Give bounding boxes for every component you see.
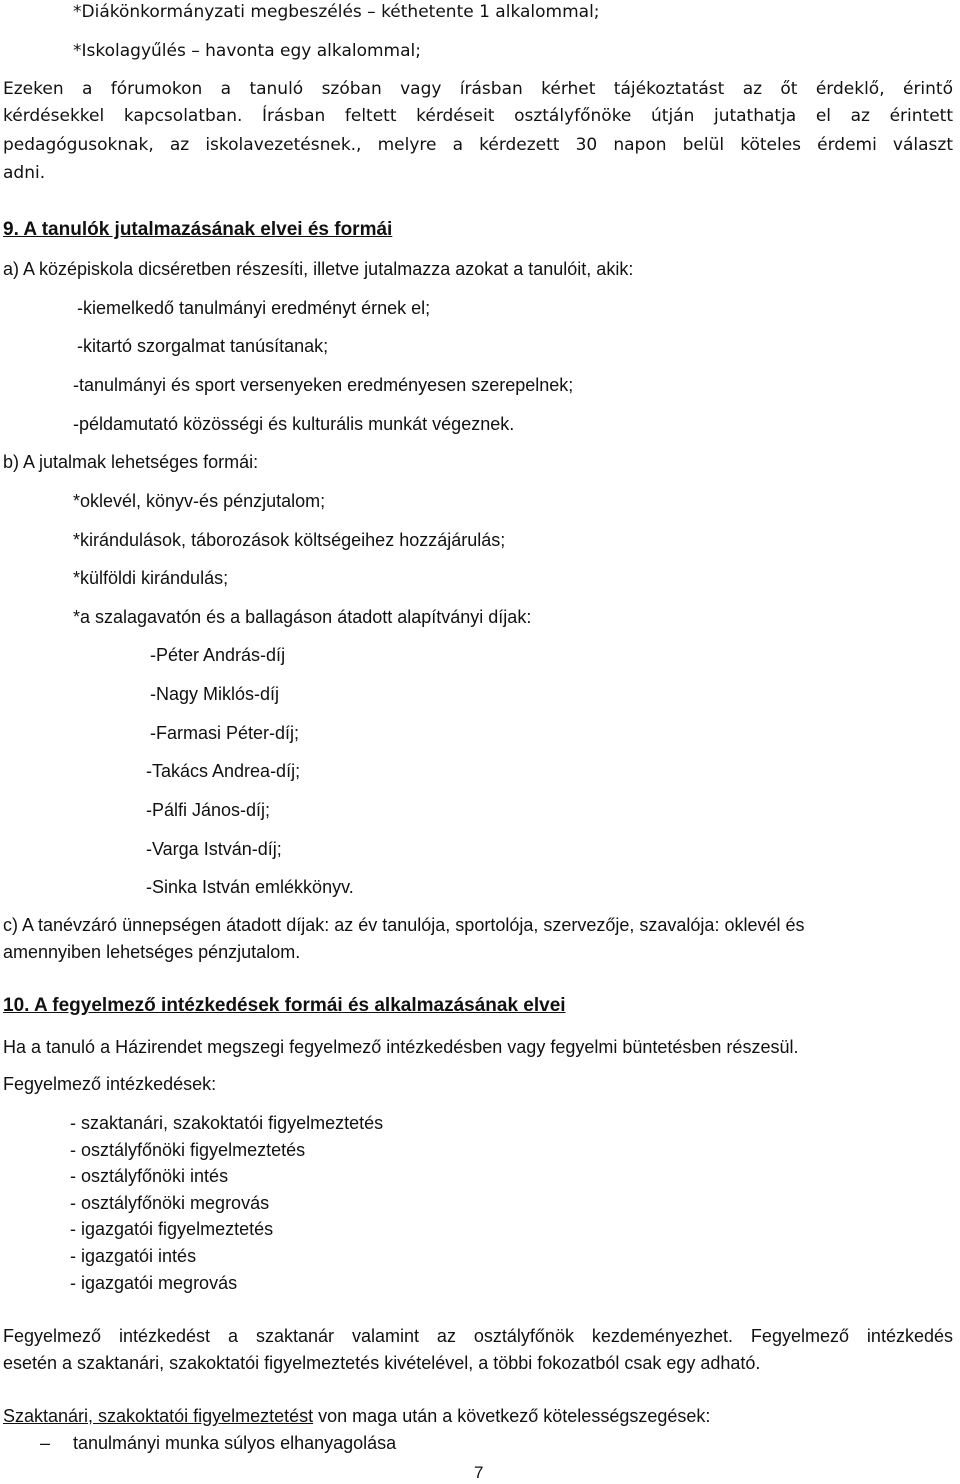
reward-form-item: *kirándulások, táborozások költségeihez hozzájárulás; [73,530,506,550]
award-item: -Pálfi János-díj; [146,800,271,820]
section-9-heading: 9. A tanulók jutalmazásának elvei és formái [3,219,393,240]
forum-paragraph-line: Ezeken a fórumokon a tanuló szóban vagy írásban kérhet tájékoztatást az őt érdeklő, érintő [3,79,953,99]
reward-form-item: *oklevél, könyv-és pénzjutalom; [73,491,326,511]
measure-item: - osztályfőnöki megrovás [70,1193,270,1213]
forum-paragraph-line: kérdésekkel kapcsolatban. Írásban feltett kérdéseit osztályfőnöke útján jutathatja el az érintett [3,106,953,126]
forum-paragraph-line: adni. [3,163,46,183]
section-9-b-intro: b) A jutalmak lehetséges formái: [3,452,259,472]
top-list-item: *Diákönkormányzati megbeszélés – kéthetente 1 alkalommal; [73,2,600,22]
measure-item: - szaktanári, szakoktatói figyelmeztetés [70,1113,384,1133]
merit-list-item: -kiemelkedő tanulmányi eredményt érnek el; [77,298,431,318]
section-9-c-line: c) A tanévzáró ünnepségen átadott díjak: az év tanulója, sportolója, szervezője, szavalója: oklevél és [3,915,805,935]
award-item: -Varga István-díj; [146,839,282,859]
measure-item: - igazgatói intés [70,1246,197,1266]
warning-line [3,1405,710,1427]
measures-label: Fegyelmező intézkedések: [3,1074,217,1094]
measure-item: - osztályfőnöki intés [70,1166,229,1186]
section-10-heading: 10. A fegyelmező intézkedések formái és alkalmazásának elvei [3,995,566,1016]
award-item: -Takács Andrea-díj; [146,761,301,781]
warning-underlined-text: Szaktanári, szakoktatói figyelmeztetést [3,1406,314,1426]
measure-item: - igazgatói figyelmeztetés [70,1219,274,1239]
initiation-line: Fegyelmező intézkedést a szaktanár valamint az osztályfőnök kezdeményezhet. Fegyelmező intézkedés [3,1326,953,1346]
warning-item-dash: – [40,1433,51,1453]
measure-item: - osztályfőnöki figyelmeztetés [70,1140,306,1160]
section-9-a-intro: a) A középiskola dicséretben részesíti, illetve jutalmazza azokat a tanulóit, akik: [3,259,634,279]
merit-list-item: -példamutató közösségi és kulturális munkát végeznek. [73,414,515,434]
top-list-item: *Iskolagyűlés – havonta egy alkalommal; [73,41,421,61]
initiation-line: esetén a szaktanári, szakoktatói figyelmeztetés kivételével, a többi fokozatból csak egy adható. [3,1353,761,1373]
reward-form-item: *külföldi kirándulás; [73,568,229,588]
section-9-c-line: amennyiben lehetséges pénzjutalom. [3,942,301,962]
award-item: -Péter András-díj [150,645,286,665]
section-10-intro: Ha a tanuló a Házirendet megszegi fegyelmező intézkedésben vagy fegyelmi büntetésben részesül. [3,1037,799,1057]
award-item: -Farmasi Péter-díj; [150,723,300,743]
measure-item: - igazgatói megrovás [70,1273,238,1293]
forum-paragraph-line: pedagógusoknak, az iskolavezetésnek., melyre a kérdezett 30 napon belül köteles érdemi választ [3,135,953,155]
warning-item: tanulmányi munka súlyos elhanyagolása [73,1433,397,1453]
reward-form-item: *a szalagavatón és a ballagáson átadott alapítványi díjak: [73,607,532,627]
merit-list-item: -tanulmányi és sport versenyeken eredményesen szerepelnek; [73,375,574,395]
merit-list-item: -kitartó szorgalmat tanúsítanak; [77,336,329,356]
award-item: -Nagy Miklós-díj [150,684,280,704]
page-number: 7 [474,1463,484,1482]
warning-rest-text: von maga után a következő kötelességszegések: [313,1406,711,1426]
award-item: -Sinka István emlékkönyv. [146,877,354,897]
